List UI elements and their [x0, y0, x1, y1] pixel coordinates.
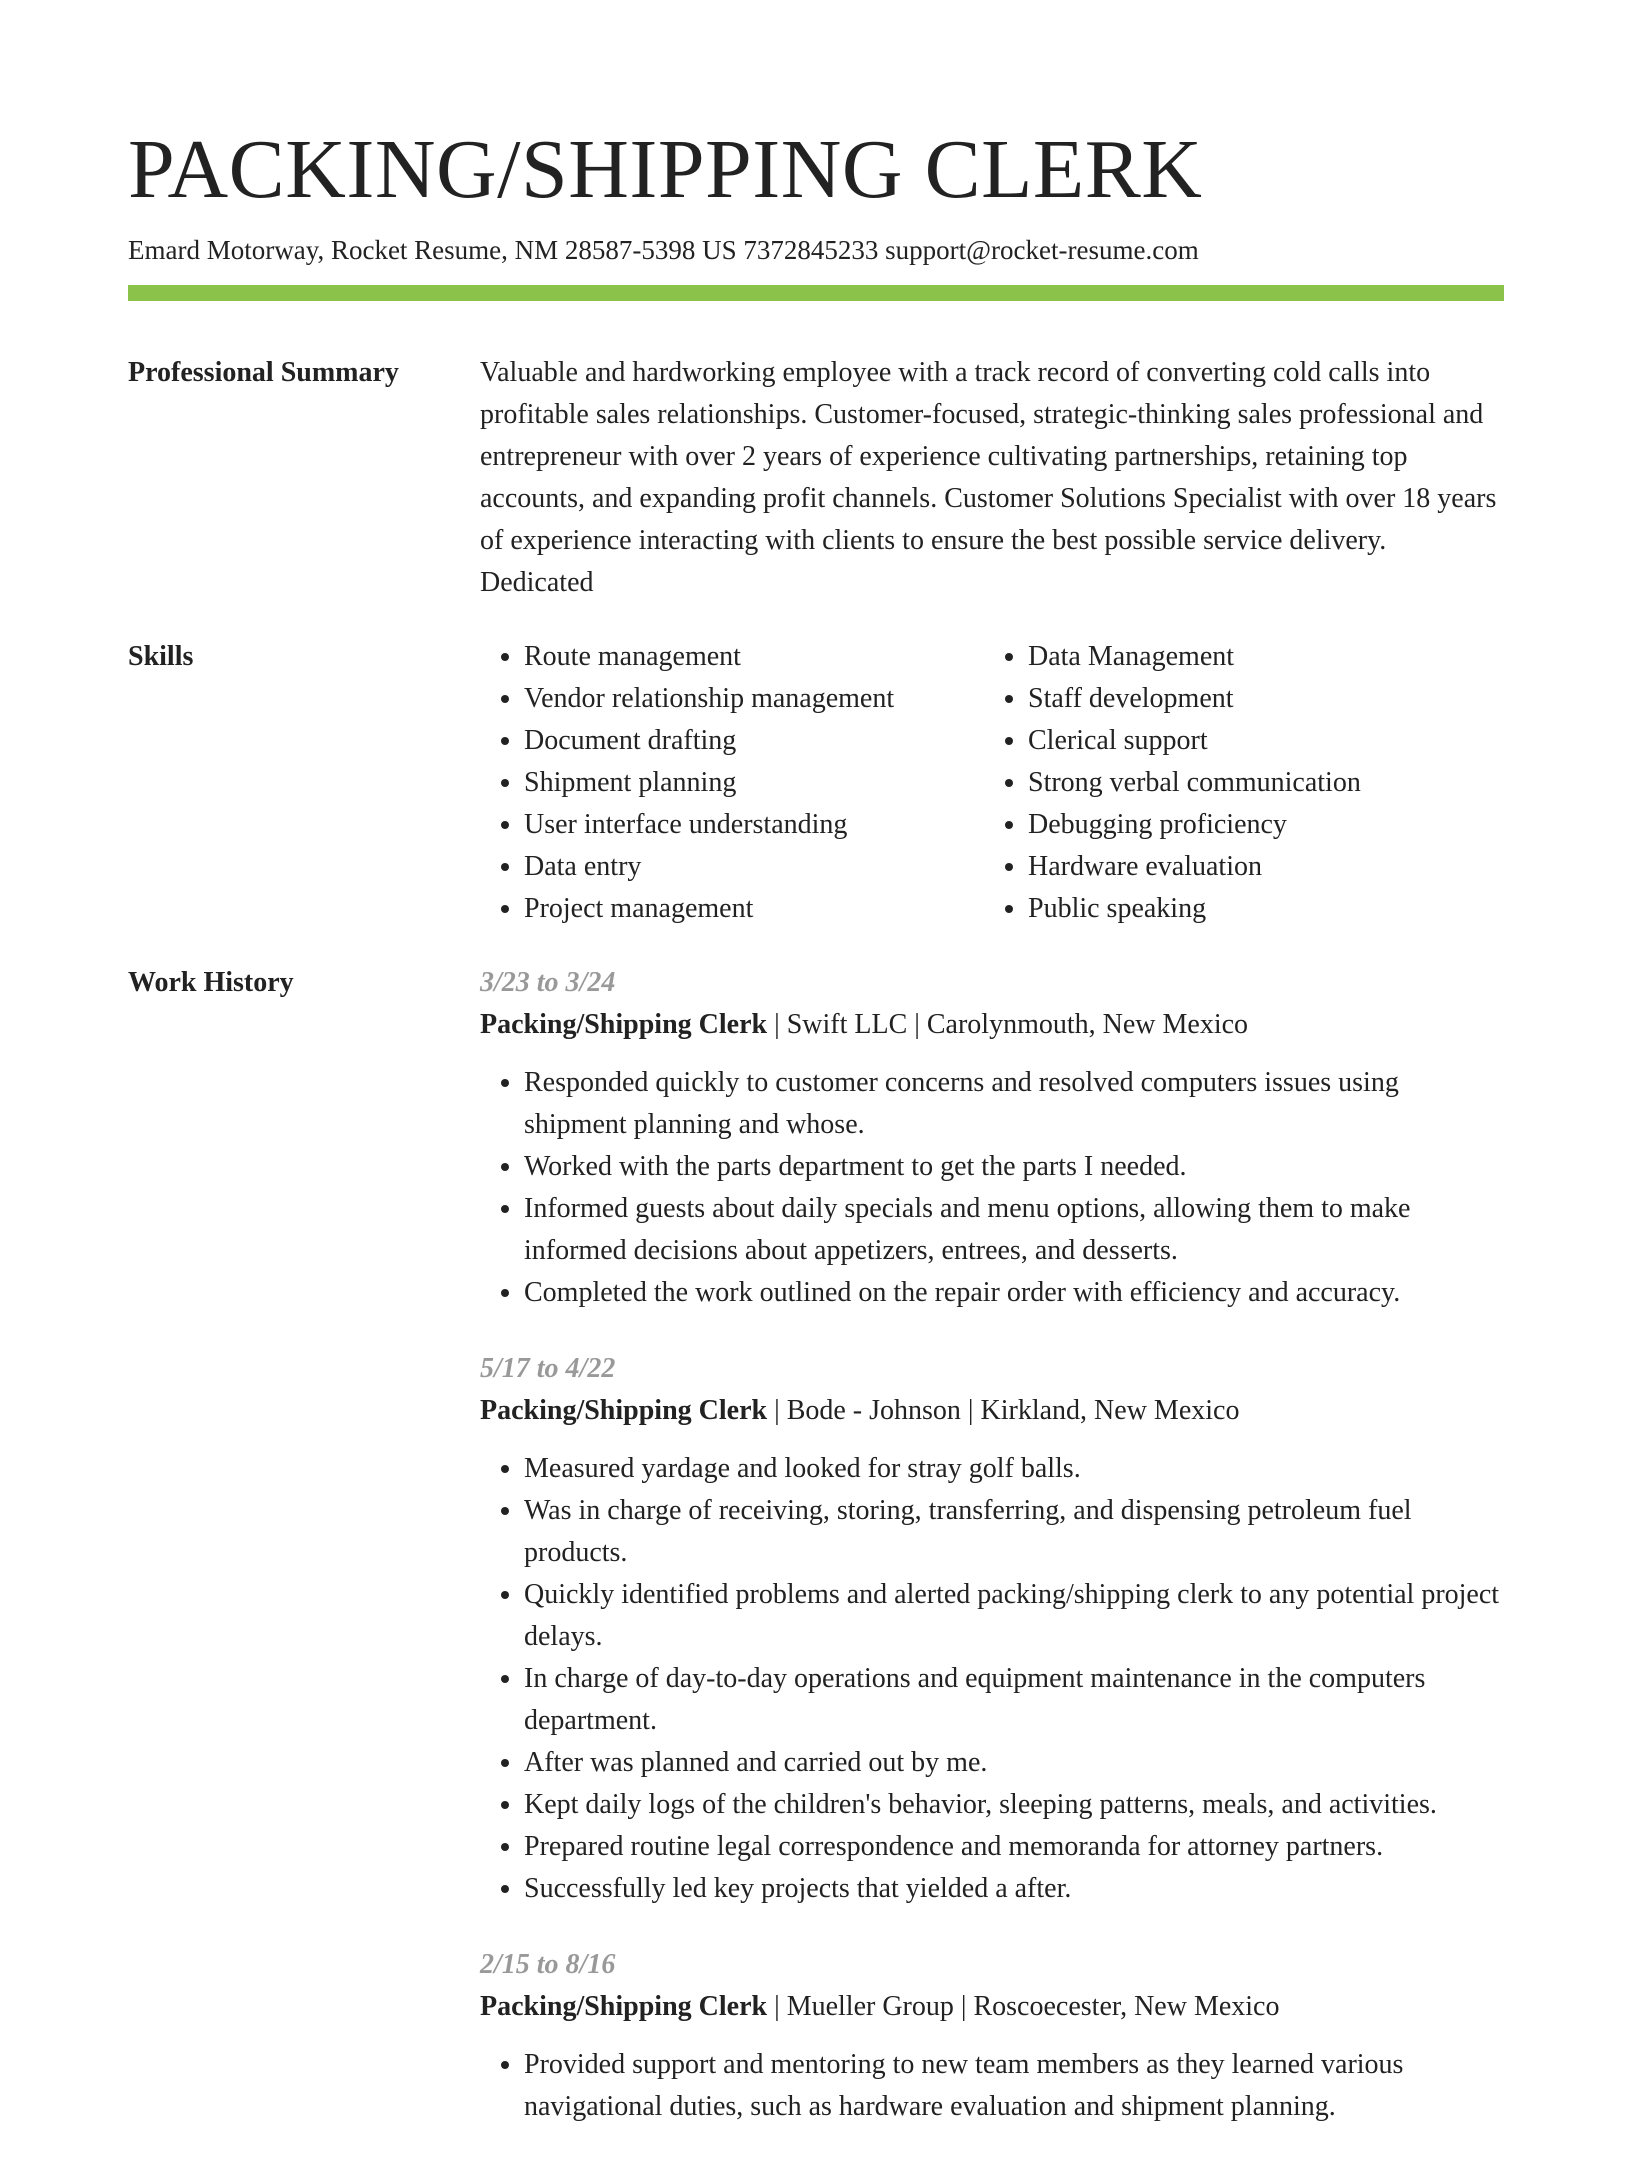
job-heading — [480, 1986, 1504, 2028]
skill-item: • Debugging proficiency — [1028, 804, 1488, 846]
section-title-work-history: Work History — [128, 967, 294, 998]
section-title-skills: Skills — [128, 641, 194, 672]
skill-item: • Clerical support — [1028, 720, 1488, 762]
job-bullet-list — [480, 1062, 1504, 1314]
job-bullet: • Informed guests about daily specials and menu options, allowing them to make informed decisions about appetizers, entrees, and desserts. — [524, 1188, 1504, 1272]
job-bullet: • Prepared routine legal correspondence and memoranda for attorney partners. — [524, 1826, 1504, 1868]
job-bullet: • Worked with the parts department to get the parts I needed. — [524, 1146, 1504, 1188]
work-history-body — [480, 962, 1504, 2162]
skill-item: • Data entry — [524, 846, 984, 888]
section-title-summary: Professional Summary — [128, 357, 399, 388]
skills-body — [480, 636, 1504, 930]
skill-item: • Strong verbal communication — [1028, 762, 1488, 804]
skill-item: • Route management — [524, 636, 984, 678]
job-bullet-list — [480, 1448, 1504, 1910]
job-bullet: • Responded quickly to customer concerns and resolved computers issues using shipment planning and whose. — [524, 1062, 1504, 1146]
job-bullet: • After was planned and carried out by me. — [524, 1742, 1504, 1784]
summary-body — [480, 352, 1504, 604]
skills-list-right — [984, 636, 1488, 930]
job-company-location: | Swift LLC | Carolynmouth, New Mexico — [767, 1009, 1249, 1040]
job-bullet: • Completed the work outlined on the repair order with efficiency and accuracy. — [524, 1272, 1504, 1314]
job-bullet: • In charge of day-to-day operations and equipment maintenance in the computers department. — [524, 1658, 1504, 1742]
job-entry — [480, 1944, 1504, 2128]
skills-column-right — [984, 636, 1488, 930]
contact-line: Emard Motorway, Rocket Resume, NM 28587-5398 US 7372845233 support@rocket-resume.com — [128, 235, 1199, 265]
skill-item: • Vendor relationship management — [524, 678, 984, 720]
skills-columns — [480, 636, 1504, 930]
job-company-location: | Mueller Group | Roscoecester, New Mexico — [767, 1991, 1280, 2022]
skill-item: • Document drafting — [524, 720, 984, 762]
job-title: Packing/Shipping Clerk — [480, 1991, 768, 2022]
skill-item: • User interface understanding — [524, 804, 984, 846]
job-date: 5/17 to 4/22 — [480, 1353, 616, 1384]
job-bullet: • Kept daily logs of the children's behavior, sleeping patterns, meals, and activities. — [524, 1784, 1504, 1826]
job-title: Packing/Shipping Clerk — [480, 1009, 768, 1040]
job-bullet: • Successfully led key projects that yielded a after. — [524, 1868, 1504, 1910]
skill-item: • Hardware evaluation — [1028, 846, 1488, 888]
job-bullet-list — [480, 2044, 1504, 2128]
skill-item: • Staff development — [1028, 678, 1488, 720]
skills-column-left — [480, 636, 984, 930]
job-heading — [480, 1004, 1504, 1046]
skill-item: • Shipment planning — [524, 762, 984, 804]
job-entry — [480, 1348, 1504, 1910]
job-bullet: • Quickly identified problems and alerted packing/shipping clerk to any potential project delays. — [524, 1574, 1504, 1658]
job-bullet: • Measured yardage and looked for stray golf balls. — [524, 1448, 1504, 1490]
accent-rule — [128, 285, 1504, 301]
job-company-location: | Bode - Johnson | Kirkland, New Mexico — [767, 1395, 1240, 1426]
skill-item: • Project management — [524, 888, 984, 930]
job-bullet: • Was in charge of receiving, storing, transferring, and dispensing petroleum fuel products. — [524, 1490, 1504, 1574]
job-title: Packing/Shipping Clerk — [480, 1395, 768, 1426]
job-date: 2/15 to 8/16 — [480, 1949, 616, 1980]
job-heading — [480, 1390, 1504, 1432]
skill-item: • Data Management — [1028, 636, 1488, 678]
job-entry — [480, 962, 1504, 1314]
job-bullet: • Provided support and mentoring to new team members as they learned various navigational duties, such as hardware evaluation and shipment planning. — [524, 2044, 1504, 2128]
job-date: 3/23 to 3/24 — [480, 967, 616, 998]
resume-name: PACKING/SHIPPING CLERK — [128, 123, 1203, 216]
summary-text: Valuable and hardworking employee with a track record of converting cold calls into profitable sales relationships. Customer-focused, strategic-thinking sales professional and entrepreneur with over 2 years of experience cultivating partnerships, retaining top accounts, and expanding profit channels. Customer Solutions Specialist with over 18 years of experience interacting with clients to ensure the best possible service delivery. Dedicated — [480, 357, 1497, 598]
skills-list-left — [480, 636, 984, 930]
skill-item: • Public speaking — [1028, 888, 1488, 930]
